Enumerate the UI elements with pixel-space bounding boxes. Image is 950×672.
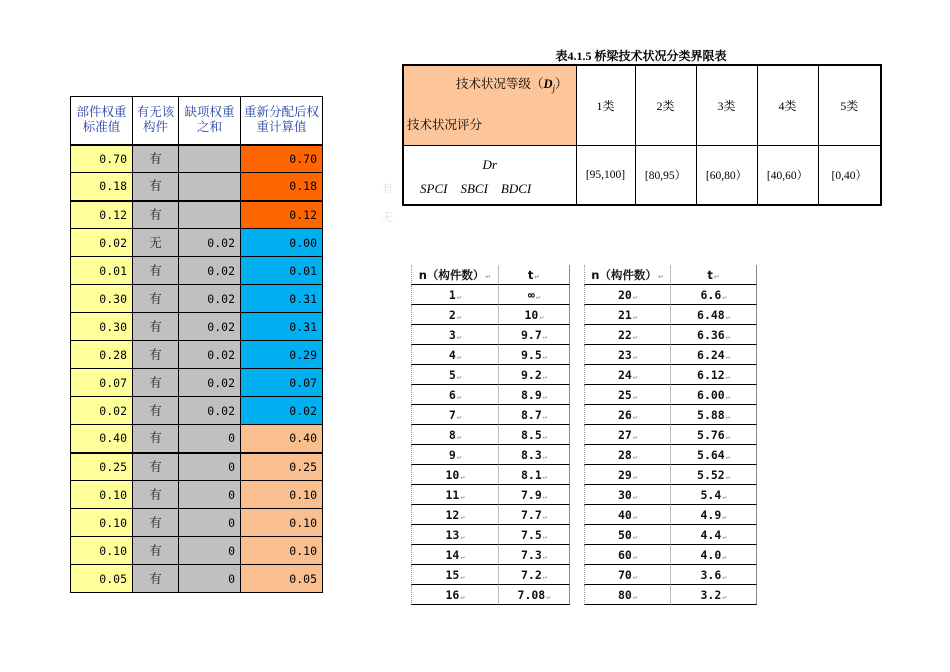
n-value-right: 22 ↵ bbox=[584, 325, 670, 345]
missing-weight-cell: 0 bbox=[179, 537, 241, 565]
t-table-row bbox=[411, 385, 761, 405]
missing-weight-cell: 0 bbox=[179, 509, 241, 537]
has-component-cell: 有 bbox=[133, 341, 179, 369]
t-table-header-row bbox=[411, 265, 761, 285]
has-component-cell: 有 bbox=[133, 453, 179, 481]
class-header: 5类 bbox=[818, 65, 881, 145]
column-gap bbox=[570, 405, 584, 425]
std-weight-cell: 0.30 bbox=[71, 313, 133, 341]
t-table-row bbox=[411, 465, 761, 485]
corner-header-cell bbox=[403, 65, 576, 145]
t-value-right: 5.76 ↵ bbox=[670, 425, 757, 445]
classification-table bbox=[402, 64, 882, 206]
missing-weight-cell: 0.02 bbox=[179, 229, 241, 257]
column-gap bbox=[570, 325, 584, 345]
table-title: 表4.1.5 桥梁技术状况分类界限表 bbox=[555, 49, 727, 63]
has-component-cell: 无 bbox=[133, 229, 179, 257]
t-table-row bbox=[411, 305, 761, 325]
column-gap bbox=[570, 585, 584, 605]
t-value-left: 8.3 ↵ bbox=[498, 445, 570, 465]
weights-table-body bbox=[71, 145, 323, 593]
header-t-left: t ↵ bbox=[498, 265, 570, 285]
t-value-right: 4.4 ↵ bbox=[670, 525, 757, 545]
n-value-right: 20 ↵ bbox=[584, 285, 670, 305]
has-component-cell: 有 bbox=[133, 173, 179, 201]
std-weight-cell: 0.01 bbox=[71, 257, 133, 285]
metric-bdci: BDCI bbox=[500, 180, 532, 196]
t-value-right: 5.52 ↵ bbox=[670, 465, 757, 485]
has-component-cell: 有 bbox=[133, 285, 179, 313]
t-value-left: 9.7 ↵ bbox=[498, 325, 570, 345]
std-weight-cell: 0.07 bbox=[71, 369, 133, 397]
weights-row bbox=[71, 481, 323, 509]
t-table-row bbox=[411, 485, 761, 505]
metric-list bbox=[420, 181, 544, 197]
n-value-left: 10 ↵ bbox=[411, 465, 498, 485]
has-component-cell: 有 bbox=[133, 201, 179, 229]
n-value-right: 27 ↵ bbox=[584, 425, 670, 445]
class-header: 2类 bbox=[635, 65, 696, 145]
has-component-cell: 有 bbox=[133, 565, 179, 593]
reallocated-weight-cell: 0.00 bbox=[241, 229, 323, 257]
n-value-left: 1 ↵ bbox=[411, 285, 498, 305]
missing-weight-cell: 0.02 bbox=[179, 285, 241, 313]
t-value-right: 3.2 ↵ bbox=[670, 585, 757, 605]
weights-row bbox=[71, 257, 323, 285]
n-value-right: 80 ↵ bbox=[584, 585, 670, 605]
class-header: 1类 bbox=[576, 65, 635, 145]
t-value-right: 6.36 ↵ bbox=[670, 325, 757, 345]
range-cell: [0,40） bbox=[818, 145, 881, 205]
std-weight-cell: 0.10 bbox=[71, 509, 133, 537]
t-table-row bbox=[411, 425, 761, 445]
t-value-left: 8.9 ↵ bbox=[498, 385, 570, 405]
n-value-right: 50 ↵ bbox=[584, 525, 670, 545]
range-cell: [95,100] bbox=[576, 145, 635, 205]
t-value-left: 8.7 ↵ bbox=[498, 405, 570, 425]
column-gap bbox=[570, 385, 584, 405]
weights-row bbox=[71, 509, 323, 537]
t-value-left: 7.9 ↵ bbox=[498, 485, 570, 505]
t-value-left: 7.5 ↵ bbox=[498, 525, 570, 545]
n-value-left: 3 ↵ bbox=[411, 325, 498, 345]
reallocated-weight-cell: 0.31 bbox=[241, 285, 323, 313]
weights-row bbox=[71, 229, 323, 257]
t-table-row bbox=[411, 405, 761, 425]
column-gap bbox=[570, 305, 584, 325]
t-value-right: 6.6 ↵ bbox=[670, 285, 757, 305]
t-table-row bbox=[411, 585, 761, 605]
std-weight-cell: 0.10 bbox=[71, 481, 133, 509]
has-component-cell: 有 bbox=[133, 257, 179, 285]
missing-weight-cell: 0.02 bbox=[179, 397, 241, 425]
t-value-right: 5.88 ↵ bbox=[670, 405, 757, 425]
header-n-right: n（构件数） ↵ bbox=[584, 265, 670, 285]
t-value-left: 7.7 ↵ bbox=[498, 505, 570, 525]
t-value-right: 5.64 ↵ bbox=[670, 445, 757, 465]
n-value-right: 70 ↵ bbox=[584, 565, 670, 585]
header-n-left: n（构件数） ↵ bbox=[411, 265, 498, 285]
column-gap bbox=[570, 425, 584, 445]
missing-weight-cell bbox=[179, 173, 241, 201]
reallocated-weight-cell: 0.40 bbox=[241, 425, 323, 453]
metric-dr: Dr bbox=[482, 156, 497, 172]
t-value-left: 7.3 ↵ bbox=[498, 545, 570, 565]
range-cell: [60,80） bbox=[696, 145, 757, 205]
column-gap bbox=[570, 525, 584, 545]
n-value-left: 12 ↵ bbox=[411, 505, 498, 525]
range-cell: [80,95） bbox=[635, 145, 696, 205]
missing-weight-cell bbox=[179, 145, 241, 173]
t-table-row bbox=[411, 545, 761, 565]
t-value-right: 3.6 ↵ bbox=[670, 565, 757, 585]
range-cell: [40,60） bbox=[757, 145, 818, 205]
missing-weight-cell: 0.02 bbox=[179, 341, 241, 369]
missing-weight-cell: 0.02 bbox=[179, 313, 241, 341]
n-value-right: 24 ↵ bbox=[584, 365, 670, 385]
reallocated-weight-cell: 0.10 bbox=[241, 537, 323, 565]
weights-table bbox=[70, 96, 323, 593]
has-component-cell: 有 bbox=[133, 537, 179, 565]
column-gap bbox=[570, 485, 584, 505]
t-table-row bbox=[411, 285, 761, 305]
n-value-right: 29 ↵ bbox=[584, 465, 670, 485]
missing-weight-cell bbox=[179, 201, 241, 229]
has-component-cell: 有 bbox=[133, 397, 179, 425]
std-weight-cell: 0.12 bbox=[71, 201, 133, 229]
score-label: 技术状况评分 bbox=[407, 118, 483, 132]
column-gap bbox=[570, 465, 584, 485]
grade-label: 技术状况等级$(D_j)$ bbox=[455, 77, 568, 94]
n-value-left: 16 ↵ bbox=[411, 585, 498, 605]
weights-row bbox=[71, 369, 323, 397]
t-table-row bbox=[411, 565, 761, 585]
t-value-right: 4.9 ↵ bbox=[670, 505, 757, 525]
reallocated-weight-cell: 0.05 bbox=[241, 565, 323, 593]
t-value-left: 8.5 ↵ bbox=[498, 425, 570, 445]
n-value-right: 60 ↵ bbox=[584, 545, 670, 565]
n-value-left: 11 ↵ bbox=[411, 485, 498, 505]
missing-weight-cell: 0 bbox=[179, 453, 241, 481]
missing-weight-cell: 0.02 bbox=[179, 369, 241, 397]
t-value-left: 7.08 ↵ bbox=[498, 585, 570, 605]
metric-spci: SPCI bbox=[420, 180, 448, 196]
column-gap bbox=[570, 505, 584, 525]
has-component-cell: 有 bbox=[133, 369, 179, 397]
weights-row bbox=[71, 285, 323, 313]
std-weight-cell: 0.28 bbox=[71, 341, 133, 369]
header-missing-weight-sum: 缺项权重之和 bbox=[179, 97, 241, 145]
column-gap bbox=[570, 365, 584, 385]
std-weight-cell: 0.05 bbox=[71, 565, 133, 593]
reallocated-weight-cell: 0.01 bbox=[241, 257, 323, 285]
reallocated-weight-cell: 0.70 bbox=[241, 145, 323, 173]
column-gap bbox=[570, 265, 584, 285]
n-value-left: 6 ↵ bbox=[411, 385, 498, 405]
weights-row bbox=[71, 565, 323, 593]
reallocated-weight-cell: 0.12 bbox=[241, 201, 323, 229]
column-gap bbox=[570, 545, 584, 565]
t-table-row bbox=[411, 525, 761, 545]
missing-weight-cell: 0 bbox=[179, 481, 241, 509]
t-value-right: 6.00 ↵ bbox=[670, 385, 757, 405]
column-gap bbox=[570, 345, 584, 365]
weights-row bbox=[71, 313, 323, 341]
reallocated-weight-cell: 0.18 bbox=[241, 173, 323, 201]
n-value-left: 15 ↵ bbox=[411, 565, 498, 585]
weights-header-row bbox=[71, 97, 323, 145]
n-value-left: 2 ↵ bbox=[411, 305, 498, 325]
std-weight-cell: 0.18 bbox=[71, 173, 133, 201]
n-value-right: 30 ↵ bbox=[584, 485, 670, 505]
reallocated-weight-cell: 0.29 bbox=[241, 341, 323, 369]
metrics-cell bbox=[403, 145, 576, 205]
missing-weight-cell: 0.02 bbox=[179, 257, 241, 285]
has-component-cell: 有 bbox=[133, 509, 179, 537]
reallocated-weight-cell: 0.31 bbox=[241, 313, 323, 341]
std-weight-cell: 0.02 bbox=[71, 229, 133, 257]
class-header: 3类 bbox=[696, 65, 757, 145]
n-value-left: 9 ↵ bbox=[411, 445, 498, 465]
has-component-cell: 有 bbox=[133, 481, 179, 509]
header-has-component: 有无该构件 bbox=[133, 97, 179, 145]
std-weight-cell: 0.40 bbox=[71, 425, 133, 453]
missing-weight-cell: 0 bbox=[179, 565, 241, 593]
weights-row bbox=[71, 537, 323, 565]
std-weight-cell: 0.10 bbox=[71, 537, 133, 565]
t-value-right: 4.0 ↵ bbox=[670, 545, 757, 565]
n-value-right: 25 ↵ bbox=[584, 385, 670, 405]
t-table-row bbox=[411, 445, 761, 465]
header-std-weight: 部件权重标准值 bbox=[71, 97, 133, 145]
t-value-left: ∞ ↵ bbox=[498, 285, 570, 305]
weights-row bbox=[71, 173, 323, 201]
t-table-row bbox=[411, 505, 761, 525]
n-value-right: 23 ↵ bbox=[584, 345, 670, 365]
missing-weight-cell: 0 bbox=[179, 425, 241, 453]
t-value-left: 7.2 ↵ bbox=[498, 565, 570, 585]
column-gap bbox=[570, 445, 584, 465]
weights-row bbox=[71, 397, 323, 425]
t-table-row bbox=[411, 325, 761, 345]
weights-row bbox=[71, 145, 323, 173]
has-component-cell: 有 bbox=[133, 145, 179, 173]
reallocated-weight-cell: 0.10 bbox=[241, 481, 323, 509]
t-table-row bbox=[411, 345, 761, 365]
t-table-body bbox=[411, 285, 761, 605]
n-value-left: 13 ↵ bbox=[411, 525, 498, 545]
has-component-cell: 有 bbox=[133, 313, 179, 341]
n-value-left: 5 ↵ bbox=[411, 365, 498, 385]
weights-row bbox=[71, 425, 323, 453]
std-weight-cell: 0.30 bbox=[71, 285, 133, 313]
std-weight-cell: 0.02 bbox=[71, 397, 133, 425]
classification-range-row bbox=[403, 145, 881, 205]
weights-row bbox=[71, 201, 323, 229]
t-value-right: 5.4 ↵ bbox=[670, 485, 757, 505]
n-value-left: 8 ↵ bbox=[411, 425, 498, 445]
std-weight-cell: 0.70 bbox=[71, 145, 133, 173]
std-weight-cell: 0.25 bbox=[71, 453, 133, 481]
n-value-right: 26 ↵ bbox=[584, 405, 670, 425]
weights-row bbox=[71, 341, 323, 369]
class-header: 4类 bbox=[757, 65, 818, 145]
t-value-left: 9.2 ↵ bbox=[498, 365, 570, 385]
t-value-left: 10 ↵ bbox=[498, 305, 570, 325]
column-gap bbox=[570, 285, 584, 305]
n-value-left: 14 ↵ bbox=[411, 545, 498, 565]
metric-sbci: SBCI bbox=[460, 180, 488, 196]
t-table-row bbox=[411, 365, 761, 385]
classification-header-row bbox=[403, 65, 881, 145]
reallocated-weight-cell: 0.25 bbox=[241, 453, 323, 481]
t-value-left: 8.1 ↵ bbox=[498, 465, 570, 485]
t-value-right: 6.12 ↵ bbox=[670, 365, 757, 385]
t-value-left: 9.5 ↵ bbox=[498, 345, 570, 365]
header-reallocated-weight: 重新分配后权重计算值 bbox=[241, 97, 323, 145]
n-value-right: 21 ↵ bbox=[584, 305, 670, 325]
t-value-right: 6.24 ↵ bbox=[670, 345, 757, 365]
weights-row bbox=[71, 453, 323, 481]
n-value-right: 40 ↵ bbox=[584, 505, 670, 525]
column-gap bbox=[570, 565, 584, 585]
t-value-right: 6.48 ↵ bbox=[670, 305, 757, 325]
has-component-cell: 有 bbox=[133, 425, 179, 453]
overflow-mark: 有 bbox=[382, 183, 393, 195]
reallocated-weight-cell: 0.07 bbox=[241, 369, 323, 397]
n-value-right: 28 ↵ bbox=[584, 445, 670, 465]
reallocated-weight-cell: 0.10 bbox=[241, 509, 323, 537]
n-value-left: 4 ↵ bbox=[411, 345, 498, 365]
n-value-left: 7 ↵ bbox=[411, 405, 498, 425]
reallocated-weight-cell: 0.02 bbox=[241, 397, 323, 425]
overflow-mark: 无 bbox=[382, 212, 393, 224]
t-coefficient-table bbox=[411, 265, 761, 607]
header-t-right: t ↵ bbox=[670, 265, 757, 285]
